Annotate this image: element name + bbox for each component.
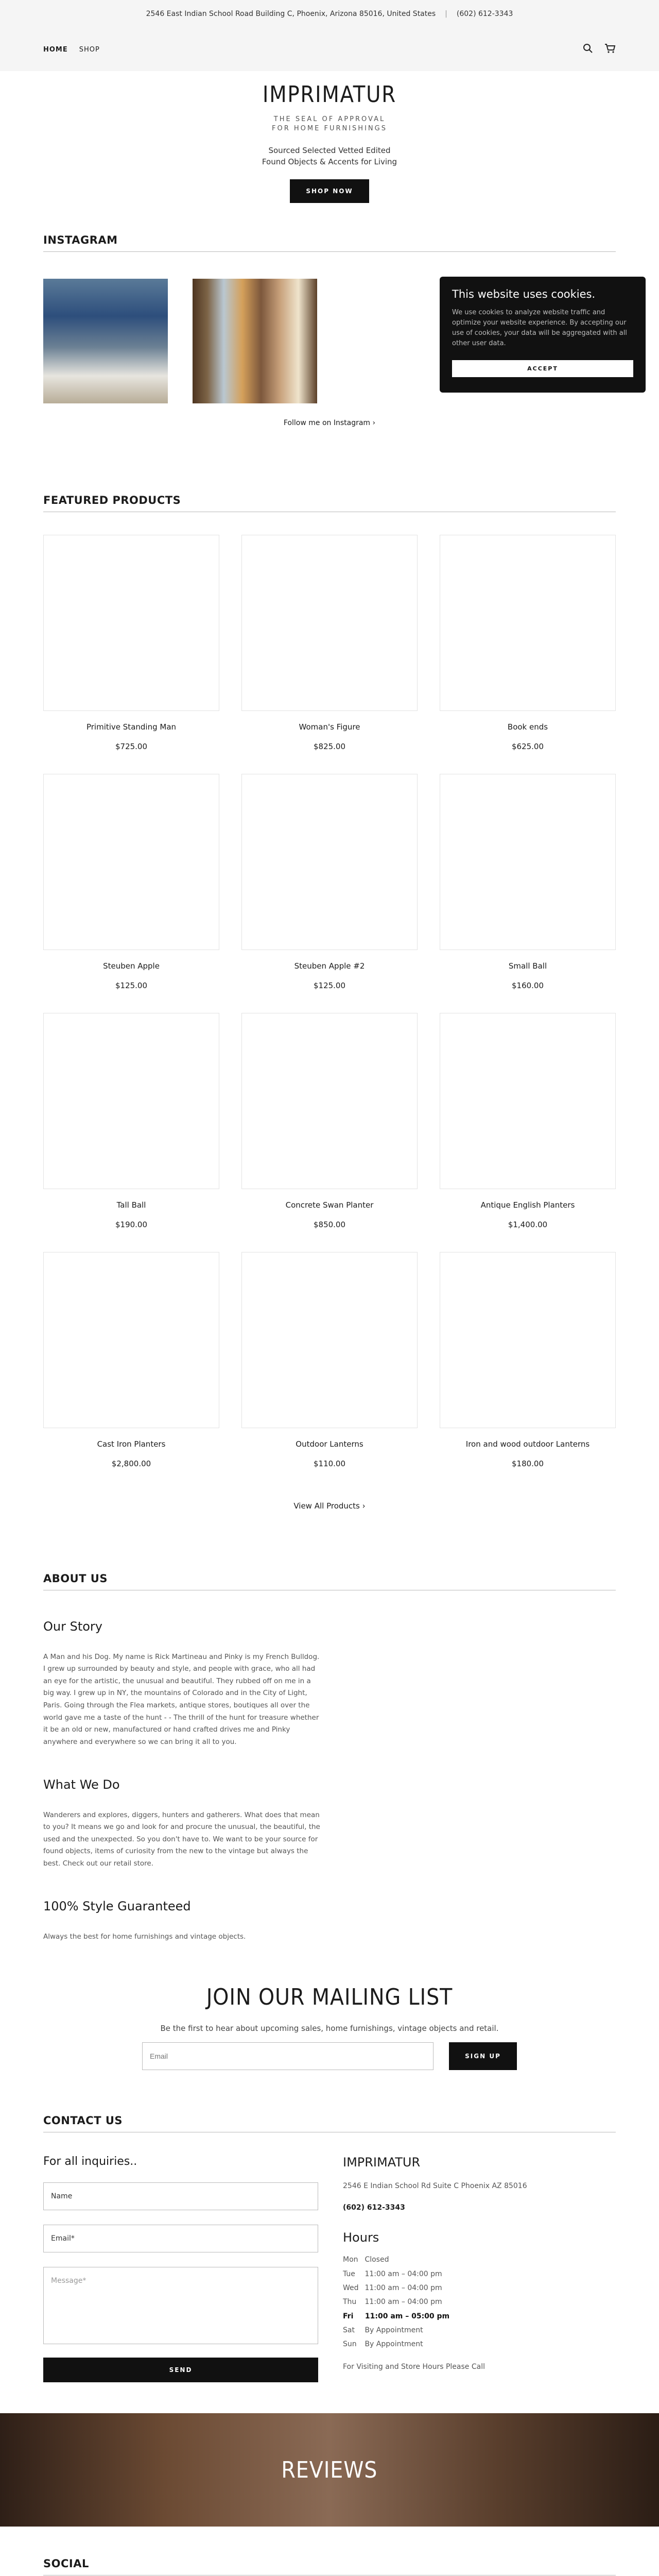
product-image[interactable] (43, 1252, 219, 1428)
tagline-line-1: THE SEAL OF APPROVAL (273, 115, 386, 123)
inquiries-heading: For all inquiries.. (43, 2155, 137, 2168)
tagline-line-2: FOR HOME FURNISHINGS (272, 124, 387, 132)
hero-section (0, 71, 659, 203)
email-field[interactable]: Email* (43, 2225, 318, 2252)
product-price: $110.00 (313, 1459, 346, 1468)
product-name[interactable]: Woman's Figure (299, 722, 360, 732)
product-card[interactable] (241, 535, 418, 751)
product-name[interactable]: Book ends (507, 722, 548, 732)
product-grid (43, 535, 616, 1468)
product-card[interactable] (43, 774, 219, 990)
send-button[interactable]: SEND (43, 2358, 318, 2382)
hours-day: Sun (343, 2340, 357, 2349)
cookie-title: This website uses cookies. (452, 287, 596, 300)
instagram-feed (43, 279, 627, 427)
product-price: $190.00 (115, 1219, 148, 1229)
product-name[interactable]: Tall Ball (116, 1200, 146, 1210)
hours-day: Fri (343, 2312, 354, 2320)
product-image[interactable] (43, 535, 219, 711)
product-price: $825.00 (313, 741, 346, 751)
hours-row (343, 2295, 527, 2309)
instagram-photo[interactable] (43, 279, 168, 403)
product-price: $725.00 (115, 741, 148, 751)
chevron-right-icon: › (372, 418, 376, 427)
product-image[interactable] (43, 1013, 219, 1189)
instagram-photo[interactable] (193, 279, 317, 403)
product-image[interactable] (440, 1013, 616, 1189)
nav-links (43, 46, 100, 54)
product-name[interactable]: Iron and wood outdoor Lanterns (465, 1439, 590, 1449)
hours-time: 11:00 am – 04:00 pm (365, 2298, 442, 2307)
cookie-text: We use cookies to analyze website traffic and optimize your website experience. By accepting our use of cookies, your data will be aggregated with all other user data. (452, 308, 627, 348)
hours-row (343, 2267, 527, 2281)
product-image[interactable] (241, 1013, 418, 1189)
product-card[interactable] (440, 1252, 616, 1468)
product-price: $180.00 (511, 1459, 544, 1468)
product-price: $125.00 (115, 980, 148, 990)
product-name[interactable]: Steuben Apple #2 (294, 961, 365, 971)
product-card[interactable] (440, 774, 616, 990)
hours-heading: Hours (343, 2230, 379, 2245)
nav-home-link[interactable]: HOME (43, 45, 68, 54)
product-image[interactable] (241, 535, 418, 711)
mailing-list-text: Be the first to hear about upcoming sales, home furnishings, vintage objects and retail. (160, 2024, 499, 2033)
hero-subtitle-line-1: Sourced Selected Vetted Edited (268, 146, 391, 156)
social-heading: SOCIAL (43, 2557, 616, 2575)
main-nav (0, 28, 659, 71)
contact-columns (43, 2155, 616, 2382)
about-heading: ABOUT US (43, 1572, 616, 1590)
business-phone[interactable]: (602) 612-3343 (343, 2204, 405, 2212)
cookie-banner (440, 277, 646, 393)
name-field[interactable]: Name (43, 2182, 318, 2210)
hero-subtitle (0, 145, 659, 168)
hours-day: Mon (343, 2256, 358, 2264)
product-price: $850.00 (313, 1219, 346, 1229)
business-info (343, 2155, 527, 2382)
reviews-heading: REVIEWS (281, 2456, 378, 2483)
product-card[interactable] (43, 1013, 219, 1229)
product-image[interactable] (440, 774, 616, 950)
product-image[interactable] (43, 774, 219, 950)
product-price: $125.00 (313, 980, 346, 990)
nav-shop-link[interactable]: SHOP (79, 45, 100, 54)
hours-time: By Appointment (365, 2326, 423, 2334)
visiting-note: For Visiting and Store Hours Please Call (343, 2363, 485, 2371)
hours-day: Sat (343, 2326, 355, 2334)
hours-list (343, 2253, 527, 2351)
product-image[interactable] (241, 774, 418, 950)
product-name[interactable]: Steuben Apple (103, 961, 160, 971)
featured-products-heading: FEATURED PRODUCTS (43, 494, 616, 512)
hours-time: 11:00 am – 04:00 pm (365, 2269, 442, 2278)
hours-row-today (343, 2310, 527, 2324)
site-title: IMPRIMATUR (263, 81, 396, 108)
follow-instagram-label: Follow me on Instagram (283, 418, 371, 427)
business-name: IMPRIMATUR (343, 2155, 421, 2170)
style-guarantee-text: Always the best for home furnishings and vintage objects. (43, 1932, 246, 1941)
product-name[interactable]: Small Ball (508, 961, 547, 971)
product-name[interactable]: Cast Iron Planters (97, 1439, 166, 1449)
contact-form (43, 2155, 318, 2382)
product-card[interactable] (440, 535, 616, 751)
hours-day: Wed (343, 2283, 359, 2292)
what-we-do-heading: What We Do (43, 1777, 120, 1792)
site-tagline (0, 115, 659, 133)
instagram-section (0, 234, 659, 427)
cart-icon[interactable] (604, 43, 616, 56)
product-card[interactable] (43, 1252, 219, 1468)
mailing-email-input[interactable] (142, 2042, 433, 2070)
cookie-accept-button[interactable]: ACCEPT (452, 360, 633, 377)
what-we-do-text: Wanderers and explores, diggers, hunters and gatherers. What does that mean to you? It means we go and look for and procure the unusual, the beautiful, the used and the unexpected. So you don't have to. We want to be your source for found objects, items of curiosity from the new to the vintage but always the best. Check out our retail store. (43, 1810, 320, 1868)
mailing-list-form (0, 2042, 659, 2070)
product-image[interactable] (440, 1252, 616, 1428)
product-name[interactable]: Concrete Swan Planter (285, 1200, 374, 1210)
product-name[interactable]: Outdoor Lanterns (296, 1439, 363, 1449)
product-card[interactable] (440, 1013, 616, 1229)
about-section (0, 1572, 659, 1943)
topbar-address[interactable]: 2546 East Indian School Road Building C, Phoenix, Arizona 85016, United States (146, 10, 436, 18)
follow-instagram-link[interactable] (43, 419, 616, 427)
style-guarantee-heading: 100% Style Guaranteed (43, 1899, 191, 1913)
hero-subtitle-line-2: Found Objects & Accents for Living (262, 157, 397, 166)
product-card[interactable] (43, 535, 219, 751)
topbar-separator: | (445, 10, 447, 18)
hours-row (343, 2337, 527, 2351)
contact-section (0, 2114, 659, 2382)
hours-time: 11:00 am – 04:00 pm (365, 2283, 442, 2292)
hours-time: Closed (365, 2256, 389, 2264)
product-price: $2,800.00 (111, 1459, 151, 1468)
chevron-right-icon: › (362, 1501, 366, 1511)
product-card[interactable] (241, 1252, 418, 1468)
business-address: 2546 E Indian School Rd Suite C Phoenix AZ 85016 (343, 2182, 527, 2191)
mailing-list-section (0, 1984, 659, 2070)
shop-now-button[interactable]: SHOP NOW (290, 179, 369, 203)
product-card[interactable] (241, 774, 418, 990)
product-image[interactable] (440, 535, 616, 711)
product-card[interactable] (241, 1013, 418, 1229)
hours-time: 11:00 am – 05:00 pm (365, 2312, 450, 2320)
hours-day: Thu (343, 2298, 357, 2307)
product-name[interactable]: Antique English Planters (480, 1200, 575, 1210)
sign-up-button[interactable]: SIGN UP (449, 2042, 517, 2070)
instagram-heading: INSTAGRAM (43, 234, 616, 252)
hours-time: By Appointment (365, 2340, 423, 2349)
view-all-products-label: View All Products (293, 1501, 360, 1511)
view-all-products-link[interactable] (43, 1501, 616, 1511)
hours-row (343, 2253, 527, 2267)
contact-heading: CONTACT US (43, 2114, 616, 2132)
product-price: $160.00 (511, 980, 544, 990)
our-story-text: A Man and his Dog. My name is Rick Martineau and Pinky is my French Bulldog. I grew up surrounded by beauty and style, and people with grace, who all had an eye for the artistic, the unusual and beautiful. They rubbed off on me in a big way. I grew up in NY, the mountains of Colorado and in the City of Light, Paris. Going through the Flea markets, antique stores, boutiques all over the world gave me a taste of the hunt - - The thrill of the hunt for treasure whether it be an old or new, manufactured or hand crafted drives me and Pinky anywhere and everywhere so we can bring it all to you. (43, 1652, 320, 1746)
our-story-heading: Our Story (43, 1619, 102, 1634)
announcement-bar (0, 0, 659, 28)
product-name[interactable]: Primitive Standing Man (86, 722, 177, 732)
mailing-list-heading: JOIN OUR MAILING LIST (206, 1984, 453, 2011)
topbar-phone[interactable]: (602) 612-3343 (456, 10, 513, 18)
search-icon[interactable] (583, 43, 593, 56)
reviews-banner (0, 2413, 659, 2527)
nav-icons (583, 43, 616, 56)
message-field[interactable]: Message* (43, 2267, 318, 2344)
hours-row (343, 2281, 527, 2295)
product-image[interactable] (241, 1252, 418, 1428)
product-price: $625.00 (511, 741, 544, 751)
hours-day: Tue (343, 2269, 355, 2278)
hours-row (343, 2324, 527, 2337)
featured-products-section (0, 494, 659, 1511)
product-price: $1,400.00 (508, 1219, 548, 1229)
social-section (0, 2557, 659, 2576)
